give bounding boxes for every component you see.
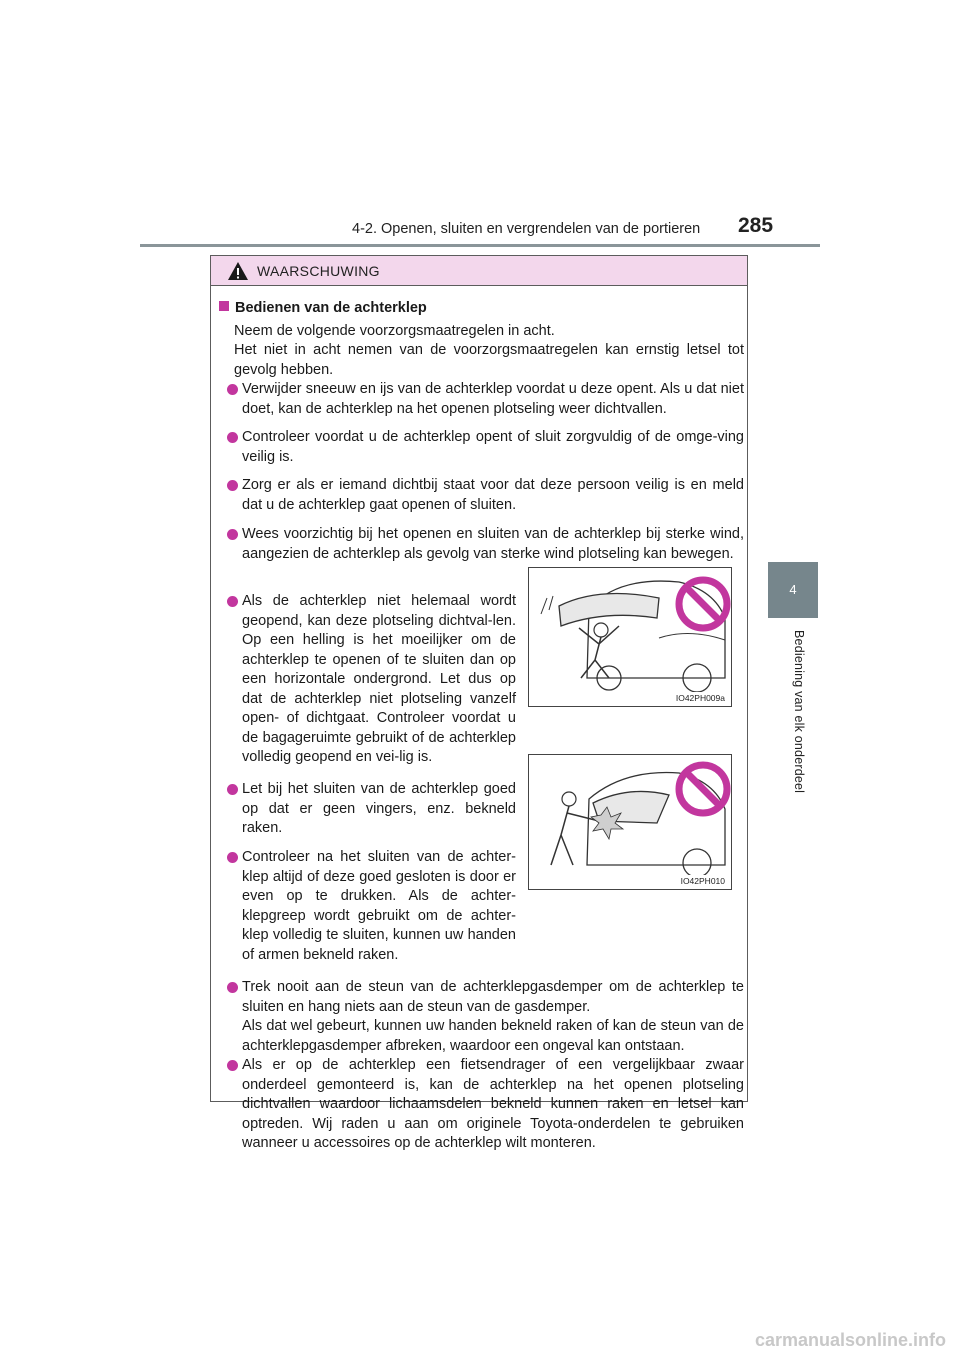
bullet-dot-icon xyxy=(227,852,238,863)
bullet-item xyxy=(242,1056,744,1154)
warning-triangle-icon xyxy=(227,261,249,281)
chapter-tab: 4 xyxy=(768,562,818,618)
illustration-code: IO42PH009a xyxy=(675,693,725,703)
bullet-text: Zorg er als er iemand dichtbij staat voor dat deze persoon veilig is en meld dat u de achterklep gaat openen of sluiten. xyxy=(242,477,744,513)
hand-caught-illustration xyxy=(529,755,731,875)
bullet-item xyxy=(242,592,516,768)
bullet-text: Let bij het sluiten van de achterklep goed op dat er geen vingers, enz. bekneld raken. xyxy=(242,781,516,836)
bullet-dot-icon xyxy=(227,480,238,491)
bullet-text: Controleer na het sluiten van de achter-klep altijd of deze goed gesloten is door er even op te drukken. Als de achter-klepgreep wordt gebruikt om de achter-klep volledig te sluiten, kunnen uw handen of armen bekneld raken. xyxy=(242,849,516,963)
warning-title: WAARSCHUWING xyxy=(257,262,380,279)
bullet-text: Verwijder sneeuw en ijs van de achterklep voordat u deze opent. Als u dat niet doet, kan de achterklep na het openen plotseling weer dichtvallen. xyxy=(242,381,744,417)
intro-line-1: Neem de volgende voorzorgsmaatregelen in acht. xyxy=(234,323,555,339)
bullet-text: Trek nooit aan de steun van de achterklepgasdemper om de achterklep te sluiten en hang niets aan de steun van de gasdemper. xyxy=(242,979,744,1015)
bullet-extra-text: Als dat wel gebeurt, kunnen uw handen bekneld raken of kan de steun van de achterklepgasdemper afbreken, waardoor een ongeval kan ontstaan. xyxy=(242,1018,744,1054)
bullet-dot-icon xyxy=(227,1060,238,1071)
bullet-item xyxy=(242,848,516,965)
bullet-text: Als er op de achterklep een fietsendrager of een vergelijkbaar zwaar onderdeel gemonteerd is, kan de achterklep na het openen plotseling dichtvallen waardoor lichaamsdelen bekneld kunnen raken en letsel kan optreden. Wij raden u aan om originele Toyota-onderdelen te gebruiken wanneer u accessoires op de achterklep wilt monteren. xyxy=(242,1057,744,1151)
bullet-dot-icon xyxy=(227,384,238,395)
warning-box xyxy=(210,255,748,1151)
bullet-text: Wees voorzichtig bij het openen en sluiten van de achterklep bij sterke wind, aangezien de achterklep als gevolg van sterke wind plotseling kan bewegen. xyxy=(242,526,744,562)
page-number: 285 xyxy=(738,214,774,237)
illustration-tailgate-falling xyxy=(528,567,732,707)
warning-header xyxy=(211,256,747,286)
intro-line-2: Het niet in acht nemen van de voorzorgsmaatregelen kan ernstig letsel tot gevolg hebben. xyxy=(234,342,744,378)
footer-watermark: carmanualsonline.info xyxy=(755,1330,947,1350)
square-bullet-icon xyxy=(219,301,229,311)
car-tailgate-falling-illustration xyxy=(529,568,731,692)
bullet-dot-icon xyxy=(227,596,238,607)
bullet-dot-icon xyxy=(227,784,238,795)
bullet-item xyxy=(242,476,744,515)
header-rule xyxy=(140,244,820,247)
bullet-item xyxy=(242,978,744,1017)
bullet-text: Controleer voordat u de achterklep opent of sluit zorgvuldig of de omge-ving veilig is. xyxy=(242,429,744,465)
bullet-item xyxy=(242,780,516,839)
illustration-hand-caught xyxy=(528,754,732,890)
chapter-label: Bediening van elk onderdeel xyxy=(792,630,806,794)
section-heading xyxy=(219,300,427,316)
bullet-item xyxy=(242,380,744,419)
bullet-dot-icon xyxy=(227,529,238,540)
bullet-item xyxy=(242,428,744,467)
bullet-dot-icon xyxy=(227,982,238,993)
illustration-code: IO42PH010 xyxy=(680,876,725,886)
bullet-text: Als de achterklep niet helemaal wordt geopend, kan deze plotseling dichtval-len. Op een helling is het moeilijker om de achterklep te openen of te sluiten dan op een horizontale ondergrond. Let dus op dat de achterklep niet plotseling vanzelf open- of dichtgaat. Controleer voordat u de bagageruimte gebruikt of de achterklep volledig geopend en vei-lig is. xyxy=(242,593,516,765)
bullet-item xyxy=(242,525,744,564)
page-header-title: 4-2. Openen, sluiten en vergrendelen van de portieren xyxy=(352,221,701,237)
bullet-dot-icon xyxy=(227,432,238,443)
section-heading-text: Bedienen van de achterklep xyxy=(235,300,427,316)
